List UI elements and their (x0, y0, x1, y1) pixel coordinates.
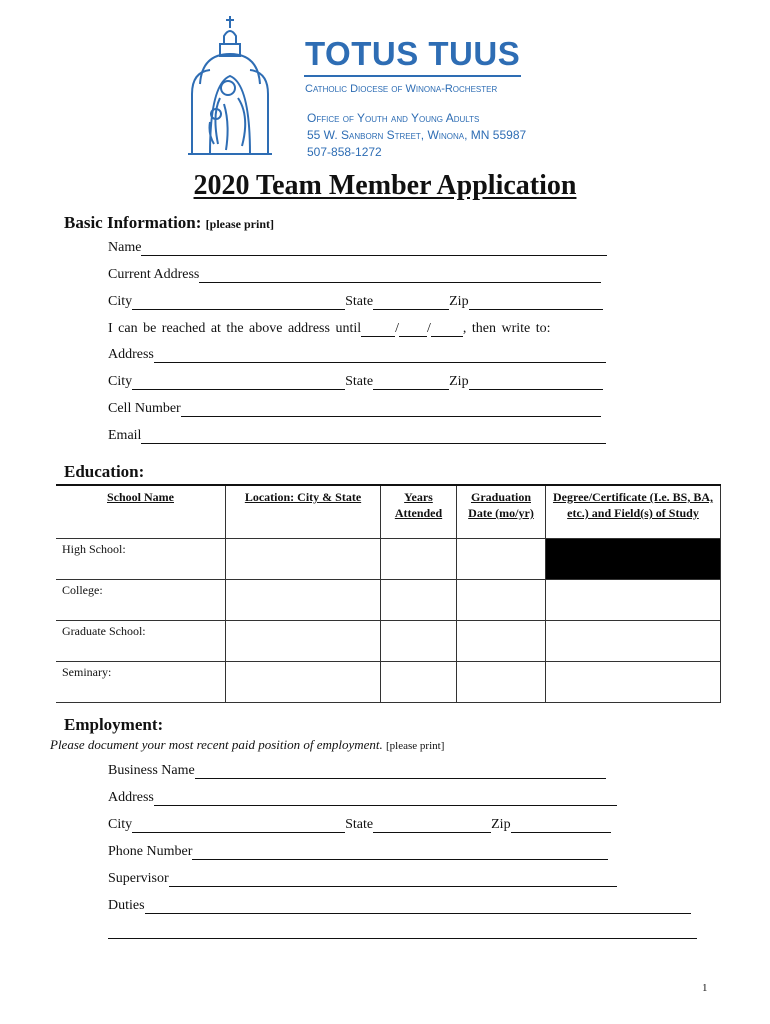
employment-note (50, 737, 444, 753)
seminary-degree-cell[interactable] (546, 662, 721, 703)
zip-field[interactable] (469, 295, 603, 310)
employment-phone-label: Phone Number (108, 844, 193, 859)
employment-phone-field[interactable] (192, 845, 608, 860)
state-field-2[interactable] (373, 375, 449, 390)
city-state-zip-row (108, 292, 603, 310)
city-label: City (108, 294, 133, 309)
row-label-college: College: (56, 580, 226, 621)
college-degree-cell[interactable] (546, 580, 721, 621)
office-phone: 507-858-1272 (307, 145, 382, 159)
email-row (108, 426, 606, 444)
header-degree: Degree/Certificate (I.e. BS, BA, etc.) and Field(s) of Study (546, 485, 721, 539)
header-school-name: School Name (56, 485, 226, 539)
city-field-2[interactable] (132, 375, 345, 390)
date-slash-1: / (395, 321, 400, 336)
employment-note-text: Please document your most recent paid position of employment. (50, 737, 383, 752)
header-years-attended: Years Attended (381, 485, 457, 539)
row-label-graduate-school: Graduate School: (56, 621, 226, 662)
employment-state-field[interactable] (373, 818, 491, 833)
seminary-years-cell[interactable] (381, 662, 457, 703)
employment-address-label: Address (108, 790, 154, 805)
address-row (108, 345, 606, 363)
high-school-degree-cell-blacked (546, 539, 721, 580)
org-title: TOTUS TUUS (305, 35, 521, 72)
education-header-row (56, 485, 721, 539)
zip-label-2: Zip (449, 374, 469, 389)
name-field[interactable] (141, 241, 607, 256)
state-label: State (345, 294, 374, 309)
row-label-seminary: Seminary: (56, 662, 226, 703)
reach-until-row (108, 319, 551, 337)
supervisor-label: Supervisor (108, 871, 169, 886)
row-label-high-school: High School: (56, 539, 226, 580)
office-address-block (307, 110, 526, 161)
header-location: Location: City & State (226, 485, 381, 539)
city-state-zip-row-2 (108, 372, 603, 390)
duties-row (108, 896, 691, 914)
business-name-label: Business Name (108, 763, 195, 778)
employment-city-state-zip-row (108, 815, 611, 833)
until-day-field[interactable] (399, 322, 427, 337)
duties-label: Duties (108, 898, 145, 913)
business-name-row (108, 761, 606, 779)
college-location-cell[interactable] (226, 580, 381, 621)
high-school-graduation-cell[interactable] (457, 539, 546, 580)
supervisor-row (108, 869, 617, 887)
employment-zip-field[interactable] (511, 818, 611, 833)
supervisor-field[interactable] (169, 872, 617, 887)
state-label-2: State (345, 374, 374, 389)
business-name-field[interactable] (195, 764, 606, 779)
seminary-graduation-cell[interactable] (457, 662, 546, 703)
graduate-degree-cell[interactable] (546, 621, 721, 662)
employment-phone-row (108, 842, 608, 860)
duties-field[interactable] (145, 899, 691, 914)
address-field[interactable] (154, 348, 606, 363)
table-row (56, 662, 721, 703)
table-row (56, 539, 721, 580)
graduate-graduation-cell[interactable] (457, 621, 546, 662)
basic-info-note: [please print] (205, 217, 274, 231)
basic-info-title: Basic Information: (64, 213, 202, 232)
then-write-label: , then write to: (462, 321, 551, 336)
duties-field-line-2[interactable] (108, 924, 697, 939)
seminary-location-cell[interactable] (226, 662, 381, 703)
header-graduation-date: Graduation Date (mo/yr) (457, 485, 546, 539)
office-street: 55 W. Sanborn Street, Winona, MN 55987 (307, 128, 527, 142)
current-address-field[interactable] (199, 268, 601, 283)
cell-number-label: Cell Number (108, 401, 181, 416)
basic-info-heading (64, 213, 274, 233)
graduate-location-cell[interactable] (226, 621, 381, 662)
high-school-years-cell[interactable] (381, 539, 457, 580)
employment-state-label: State (345, 817, 374, 832)
state-field[interactable] (373, 295, 449, 310)
employment-heading: Employment: (64, 715, 164, 734)
cell-number-row (108, 399, 601, 417)
table-row (56, 580, 721, 621)
education-table (56, 484, 721, 703)
form-title: 2020 Team Member Application (193, 170, 577, 201)
zip-field-2[interactable] (469, 375, 603, 390)
employment-address-field[interactable] (154, 791, 617, 806)
current-address-label: Current Address (108, 267, 200, 282)
diocese-logo-icon (180, 14, 280, 160)
city-field[interactable] (132, 295, 345, 310)
employment-zip-label: Zip (491, 817, 511, 832)
name-label: Name (108, 240, 142, 255)
until-year-field[interactable] (431, 322, 463, 337)
org-title-rule (304, 75, 521, 77)
college-years-cell[interactable] (381, 580, 457, 621)
table-row (56, 621, 721, 662)
reach-until-label: I can be reached at the above address until (108, 321, 362, 336)
cell-number-field[interactable] (181, 402, 601, 417)
until-month-field[interactable] (361, 322, 395, 337)
page-number: 1 (702, 982, 708, 994)
employment-address-row (108, 788, 617, 806)
email-label: Email (108, 428, 142, 443)
date-slash-2: / (427, 321, 431, 336)
office-name: Office of Youth and Young Adults (307, 111, 480, 125)
graduate-years-cell[interactable] (381, 621, 457, 662)
email-field[interactable] (141, 429, 606, 444)
city-label-2: City (108, 374, 133, 389)
college-graduation-cell[interactable] (457, 580, 546, 621)
employment-note-print: [please print] (386, 740, 445, 752)
current-address-row (108, 265, 601, 283)
employment-city-label: City (108, 817, 133, 832)
employment-city-field[interactable] (132, 818, 345, 833)
name-row (108, 238, 607, 256)
education-heading: Education: (64, 462, 145, 481)
diocese-name: Catholic Diocese of Winona-Rochester (305, 83, 498, 95)
zip-label: Zip (449, 294, 469, 309)
address-label: Address (108, 347, 154, 362)
high-school-location-cell[interactable] (226, 539, 381, 580)
